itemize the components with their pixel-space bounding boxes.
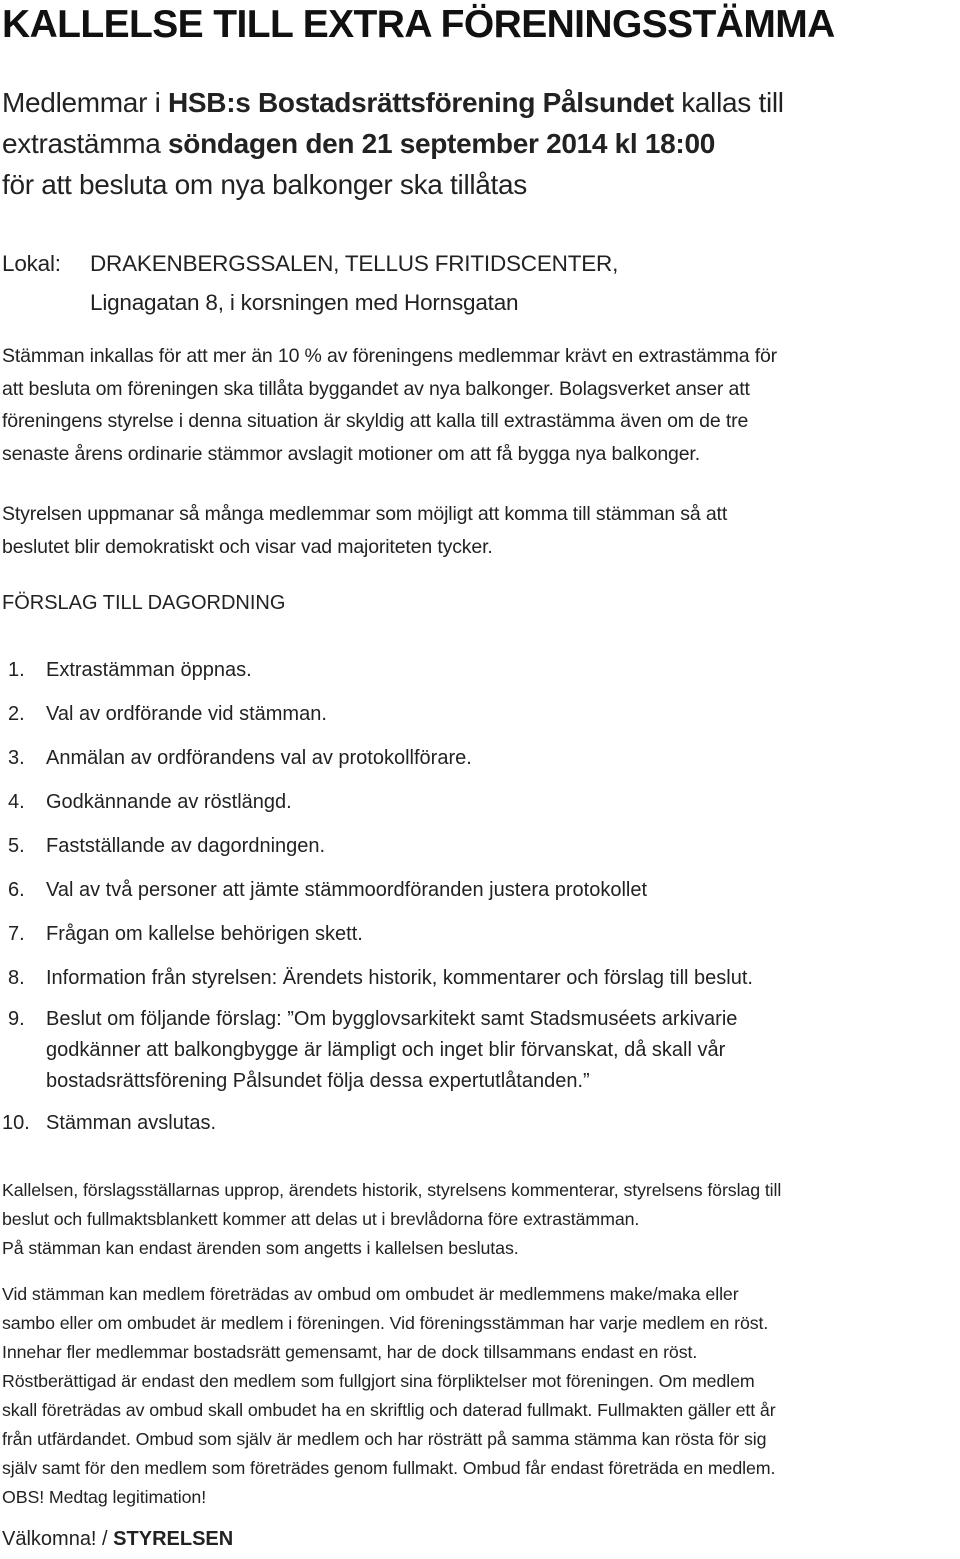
agenda-item	[2, 916, 932, 952]
agenda-item	[2, 872, 932, 908]
intro-text: Medlemmar i	[2, 87, 168, 118]
agenda-item-text: Stämman avslutas.	[46, 1112, 217, 1134]
paragraph-line: att besluta om föreningen ska tillåta byggandet av nya balkonger. Bolagsverket anser att	[2, 377, 750, 400]
intro-block	[2, 82, 784, 205]
paragraph-line: På stämman kan endast ärenden som angetts i kallelsen beslutas.	[2, 1238, 519, 1258]
venue-address: Lignagatan 8, i korsningen med Hornsgatan	[90, 290, 519, 315]
agenda-item-text: Anmälan av ordförandens val av protokollförare.	[46, 747, 472, 769]
agenda-item	[2, 1105, 932, 1141]
closing-greeting: Välkomna! /	[2, 1528, 114, 1550]
agenda-item-number: 1.	[8, 659, 25, 681]
agenda-item-number: 9.	[8, 1008, 25, 1030]
venue-name: DRAKENBERGSSALEN, TELLUS FRITIDSCENTER,	[90, 251, 619, 276]
paragraph-line: från utfärdandet. Ombud som själv är medlem och har rösträtt på samma stämma kan rösta för sig	[2, 1429, 767, 1449]
agenda-item-text: Val av ordförande vid stämman.	[46, 703, 327, 725]
paragraph-line: Styrelsen uppmanar så många medlemmar som möjligt att komma till stämman så att	[2, 503, 728, 525]
paragraph-line: föreningens styrelse i denna situation är skyldig att kalla till extrastämma även om de tre	[2, 410, 749, 432]
agenda-item	[2, 740, 932, 776]
agenda-item-number: 5.	[8, 835, 25, 857]
agenda-item	[2, 784, 932, 820]
signature-name: STYRELSEN	[113, 1528, 234, 1550]
agenda-item-text: Extrastämman öppnas.	[46, 659, 252, 681]
venue-block	[2, 244, 618, 322]
association-name: HSB:s Bostadsrättsförening Pålsundet	[168, 87, 674, 118]
agenda-item-number: 3.	[8, 747, 25, 769]
paragraph-line: Innehar fler medlemmar bostadsrätt gemensamt, har de dock tillsammans endast en röst.	[2, 1342, 698, 1362]
agenda-item-number: 8.	[8, 967, 25, 989]
agenda-item	[2, 960, 932, 996]
paragraph-reason	[2, 340, 958, 470]
venue-label: Lokal:	[2, 251, 61, 276]
intro-text: kallas till	[673, 87, 784, 118]
venue-line-1	[2, 244, 618, 283]
agenda-item-text: Godkännande av röstlängd.	[46, 791, 292, 813]
paragraph-line: Kallelsen, förslagsställarnas upprop, ärendets historik, styrelsens kommenterar, styrelsens förslag till	[2, 1180, 782, 1200]
agenda-item-number: 2.	[8, 703, 25, 725]
closing-signature	[2, 1528, 233, 1551]
agenda-item-text: Beslut om följande förslag: ”Om bygglovsarkitekt samt Stadsmuséets arkivarie	[46, 1008, 738, 1030]
intro-line-3: för att besluta om nya balkonger ska tillåtas	[2, 169, 528, 200]
document-title: KALLELSE TILL EXTRA FÖRENINGSSTÄMMA	[2, 3, 835, 46]
agenda-item-text: Fastställande av dagordningen.	[46, 835, 326, 857]
agenda-item	[2, 1004, 932, 1097]
agenda-item-number: 7.	[8, 923, 25, 945]
intro-line-1	[2, 82, 784, 123]
paragraph-line: själv samt för den medlem som företrädes genom fullmakt. Ombud får endast företräda en medlem.	[2, 1458, 776, 1478]
agenda-item-text: Val av två personer att jämte stämmoordföranden justera protokollet	[46, 879, 648, 901]
paragraph-line: Röstberättigad är endast den medlem som fullgjort sina förpliktelser mot föreningen. Om medlem	[2, 1371, 755, 1391]
paragraph-line: Vid stämman kan medlem företrädas av ombud om ombudet är medlemmens make/maka eller	[2, 1284, 739, 1304]
paragraph-line: beslut och fullmaktsblankett kommer att delas ut i brevlådorna före extrastämman.	[2, 1209, 640, 1229]
agenda-item-number: 10.	[2, 1112, 30, 1134]
agenda-item-text: bostadsrättsförening Pålsundet följa dessa expertutlåtanden.”	[46, 1070, 590, 1092]
intro-text: extrastämma	[2, 128, 168, 159]
paragraph-distribution	[2, 1176, 958, 1263]
paragraph-line: OBS! Medtag legitimation!	[2, 1487, 207, 1507]
agenda-item-text: Frågan om kallelse behörigen skett.	[46, 923, 363, 945]
agenda-heading: FÖRSLAG TILL DAGORDNING	[2, 592, 286, 614]
agenda-item	[2, 696, 932, 732]
agenda-item-text: Information från styrelsen: Ärendets historik, kommentarer och förslag till beslut.	[46, 967, 753, 989]
agenda-item	[2, 828, 932, 864]
paragraph-appeal	[2, 498, 958, 563]
paragraph-line: senaste årens ordinarie stämmor avslagit motioner om att få bygga nya balkonger.	[2, 442, 700, 465]
agenda-item-number: 4.	[8, 791, 25, 813]
agenda-list	[2, 652, 932, 1141]
paragraph-line: beslutet blir demokratiskt och visar vad majoriteten tycker.	[2, 535, 493, 558]
paragraph-line: Stämman inkallas för att mer än 10 % av föreningens medlemmar krävt en extrastämma för	[2, 345, 778, 367]
agenda-item	[2, 652, 932, 688]
paragraph-proxy-rules	[2, 1280, 958, 1512]
intro-line-2	[2, 123, 784, 164]
agenda-item-number: 6.	[8, 879, 25, 901]
paragraph-line: skall företrädas av ombud skall ombudet ha en skriftlig och daterad fullmakt. Fullmakten gäller ett år	[2, 1400, 776, 1420]
meeting-date: söndagen den 21 september 2014 kl 18:00	[168, 128, 716, 159]
agenda-item-text: godkänner att balkongbygge är lämpligt och inget blir förvanskat, då skall vår	[46, 1039, 726, 1061]
paragraph-line: sambo eller om ombudet är medlem i föreningen. Vid föreningsstämman har varje medlem en röst.	[2, 1313, 769, 1333]
